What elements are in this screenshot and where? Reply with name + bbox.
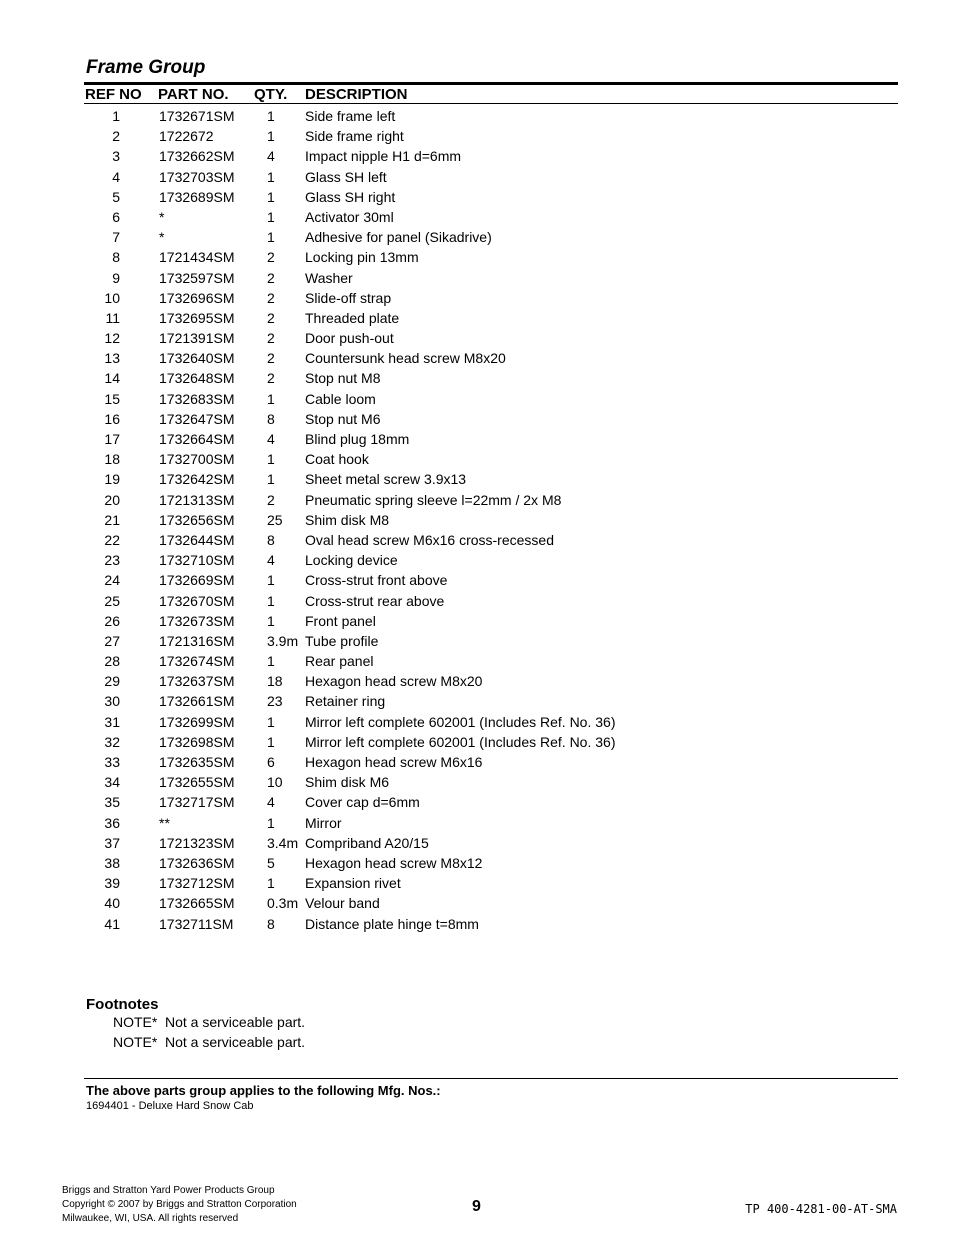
table-row — [0, 490, 954, 510]
table-row — [0, 389, 954, 409]
ref-cell: 19 — [104, 471, 120, 488]
ref-cell: 38 — [104, 854, 120, 871]
description-cell: Compriband A20/15 — [305, 834, 429, 851]
table-row — [0, 409, 954, 429]
ref-cell: 9 — [112, 269, 120, 286]
table-header — [84, 86, 898, 103]
description-cell: Slide-off strap — [305, 289, 392, 306]
qty-cell: 1 — [267, 733, 275, 750]
part-number-cell: 1732637SM — [159, 673, 235, 690]
qty-cell: 3.9m — [267, 632, 299, 649]
part-number-cell: 1732710SM — [159, 552, 235, 569]
ref-cell: 29 — [104, 673, 120, 690]
table-row — [0, 873, 954, 893]
ref-cell: 25 — [104, 592, 120, 609]
qty-cell: 2 — [267, 309, 275, 326]
title-rule — [84, 82, 898, 85]
qty-cell: 6 — [267, 754, 275, 770]
qty-cell: 2 — [267, 330, 275, 347]
part-number-cell: ** — [159, 814, 170, 831]
part-number-cell: 1732695SM — [159, 309, 235, 326]
ref-cell: 18 — [104, 451, 120, 468]
footnotes-title: Footnotes — [86, 996, 159, 1013]
part-number-cell: 1732655SM — [159, 774, 235, 791]
page-number: 9 — [472, 1198, 481, 1215]
table-row — [0, 570, 954, 590]
ref-cell: 27 — [104, 632, 120, 649]
ref-cell: 37 — [104, 834, 120, 851]
part-number-cell: 1732644SM — [159, 531, 235, 548]
ref-cell: 7 — [112, 229, 120, 246]
ref-cell: 1 — [112, 108, 120, 124]
part-number-cell: 1732700SM — [159, 451, 235, 468]
ref-cell: 32 — [104, 733, 120, 750]
qty-cell: 1 — [267, 128, 275, 145]
description-cell: Cover cap d=6mm — [305, 794, 420, 811]
part-number-cell: 1732698SM — [159, 733, 235, 750]
ref-cell: 16 — [104, 410, 120, 427]
description-cell: Activator 30ml — [305, 208, 394, 225]
ref-cell: 12 — [104, 330, 120, 347]
ref-cell: 36 — [104, 814, 120, 831]
qty-cell: 18 — [267, 673, 283, 690]
part-number-cell: 1732664SM — [159, 431, 235, 447]
description-cell: Distance plate hinge t=8mm — [305, 915, 479, 932]
footnote-text: Not a serviceable part. — [165, 1034, 306, 1050]
qty-cell: 1 — [267, 612, 275, 629]
table-row — [0, 591, 954, 611]
part-number-cell: * — [159, 229, 165, 246]
qty-cell: 2 — [267, 370, 275, 387]
description-cell: Hexagon head screw M6x16 — [305, 754, 483, 770]
qty-cell: 2 — [267, 269, 275, 286]
part-number-cell: 1732671SM — [159, 108, 235, 124]
ref-cell: 14 — [104, 370, 120, 387]
qty-cell: 1 — [267, 592, 275, 609]
part-number-cell: 1732669SM — [159, 572, 235, 589]
qty-cell: 4 — [267, 794, 275, 811]
qty-cell: 23 — [267, 693, 283, 710]
qty-cell: 2 — [267, 350, 275, 367]
qty-cell: 1 — [267, 572, 275, 589]
table-row — [0, 611, 954, 631]
part-number-cell: 1732711SM — [159, 915, 234, 932]
description-cell: Expansion rivet — [305, 875, 401, 892]
description-cell: Retainer ring — [305, 693, 386, 710]
description-cell: Mirror left complete 602001 (Includes Ref. No. 36) — [305, 713, 616, 730]
col-ref-header: REF NO — [85, 86, 142, 103]
table-row — [0, 792, 954, 812]
part-number-cell: * — [159, 208, 165, 225]
table-row — [0, 368, 954, 388]
part-number-cell: 1732597SM — [159, 269, 235, 286]
table-row — [0, 833, 954, 853]
ref-cell: 31 — [104, 713, 120, 730]
table-row — [0, 853, 954, 873]
part-number-cell: 1732699SM — [159, 713, 235, 730]
part-number-cell: 1732661SM — [159, 693, 235, 710]
qty-cell: 3.4m — [267, 834, 299, 851]
table-row — [0, 268, 954, 288]
table-row — [0, 732, 954, 752]
part-number-cell: 1732673SM — [159, 612, 235, 629]
footer-company: Briggs and Stratton Yard Power Products Group — [62, 1185, 275, 1196]
description-cell: Side frame right — [305, 128, 404, 145]
qty-cell: 8 — [267, 410, 275, 427]
table-row — [0, 469, 954, 489]
description-cell: Front panel — [305, 612, 376, 629]
description-cell: Hexagon head screw M8x12 — [305, 854, 483, 871]
ref-cell: 15 — [104, 390, 120, 407]
ref-cell: 3 — [112, 148, 120, 165]
description-cell: Washer — [305, 269, 353, 286]
description-cell: Sheet metal screw 3.9x13 — [305, 471, 467, 488]
ref-cell: 40 — [104, 895, 120, 912]
footnote-text: Not a serviceable part. — [165, 1014, 306, 1030]
table-row — [0, 126, 954, 146]
table-row — [0, 106, 954, 126]
table-row — [0, 288, 954, 308]
ref-cell: 34 — [104, 774, 120, 791]
description-cell: Coat hook — [305, 451, 369, 468]
part-number-cell: 1722672 — [159, 128, 214, 145]
ref-cell: 21 — [104, 511, 120, 528]
part-number-cell: 1732696SM — [159, 289, 235, 306]
qty-cell: 1 — [267, 390, 275, 407]
description-cell: Locking pin 13mm — [305, 249, 419, 266]
table-row — [0, 631, 954, 651]
ref-cell: 5 — [112, 188, 120, 205]
qty-cell: 4 — [267, 148, 275, 165]
ref-cell: 23 — [104, 552, 120, 569]
qty-cell: 1 — [267, 108, 275, 124]
table-row — [0, 550, 954, 570]
part-number-cell: 1732662SM — [159, 148, 235, 165]
table-row — [0, 712, 954, 732]
qty-cell: 4 — [267, 431, 275, 447]
qty-cell: 1 — [267, 168, 275, 185]
table-row — [0, 207, 954, 227]
qty-cell: 10 — [267, 774, 283, 791]
qty-cell: 1 — [267, 814, 275, 831]
table-row — [0, 328, 954, 348]
part-number-cell: 1732670SM — [159, 592, 235, 609]
footnote-line — [113, 1014, 305, 1030]
part-number-cell: 1732717SM — [159, 794, 235, 811]
part-number-cell: 1732712SM — [159, 875, 235, 892]
ref-cell: 6 — [112, 208, 120, 225]
description-cell: Oval head screw M6x16 cross-recessed — [305, 531, 554, 548]
description-cell: Glass SH right — [305, 188, 396, 205]
qty-cell: 2 — [267, 289, 275, 306]
qty-cell: 1 — [267, 713, 275, 730]
qty-cell: 1 — [267, 208, 275, 225]
description-cell: Cable loom — [305, 390, 376, 407]
description-cell: Door push-out — [305, 330, 394, 347]
ref-cell: 30 — [104, 693, 120, 710]
part-number-cell: 1721316SM — [159, 632, 235, 649]
part-number-cell: 1732689SM — [159, 188, 235, 205]
col-part-header: PART NO. — [158, 86, 229, 103]
description-cell: Shim disk M8 — [305, 511, 390, 528]
ref-cell: 8 — [112, 249, 120, 266]
table-row — [0, 348, 954, 368]
table-row — [0, 530, 954, 550]
applies-rule — [84, 1078, 898, 1079]
table-row — [0, 187, 954, 207]
footnote-line — [113, 1034, 305, 1050]
description-cell: Locking device — [305, 552, 398, 569]
qty-cell: 1 — [267, 471, 275, 488]
table-row — [0, 308, 954, 328]
table-row — [0, 449, 954, 469]
ref-cell: 35 — [104, 794, 120, 811]
description-cell: Blind plug 18mm — [305, 431, 410, 447]
part-number-cell: 1732636SM — [159, 854, 235, 871]
document-number: TP 400-4281-00-AT-SMA — [745, 1202, 897, 1216]
table-row — [0, 651, 954, 671]
description-cell: Velour band — [305, 895, 380, 912]
description-cell: Mirror — [305, 814, 342, 831]
part-number-cell: 1721323SM — [159, 834, 235, 851]
description-cell: Cross-strut front above — [305, 572, 448, 589]
qty-cell: 1 — [267, 875, 275, 892]
ref-cell: 22 — [104, 531, 120, 548]
part-number-cell: 1732635SM — [159, 754, 235, 770]
ref-cell: 4 — [112, 168, 120, 185]
table-row — [0, 671, 954, 691]
page-title: Frame Group — [86, 57, 206, 78]
ref-cell: 28 — [104, 653, 120, 670]
description-cell: Pneumatic spring sleeve l=22mm / 2x M8 — [305, 491, 562, 508]
parts-table — [0, 106, 954, 934]
qty-cell: 2 — [267, 491, 275, 508]
description-cell: Stop nut M6 — [305, 410, 381, 427]
qty-cell: 1 — [267, 653, 275, 670]
part-number-cell: 1732656SM — [159, 511, 235, 528]
part-number-cell: 1732648SM — [159, 370, 235, 387]
mfg-number: 1694401 - Deluxe Hard Snow Cab — [86, 1100, 254, 1112]
table-row — [0, 429, 954, 449]
table-row — [0, 167, 954, 187]
part-number-cell: 1732642SM — [159, 471, 235, 488]
qty-cell: 0.3m — [267, 895, 299, 912]
description-cell: Mirror left complete 602001 (Includes Ref. No. 36) — [305, 733, 616, 750]
qty-cell: 8 — [267, 531, 275, 548]
table-row — [0, 691, 954, 711]
applies-heading: The above parts group applies to the following Mfg. Nos.: — [86, 1083, 441, 1098]
footnote-marker: NOTE* — [113, 1014, 158, 1030]
table-row — [0, 752, 954, 772]
part-number-cell: 1732640SM — [159, 350, 235, 367]
table-row — [0, 227, 954, 247]
ref-cell: 13 — [104, 350, 120, 367]
table-row — [0, 893, 954, 913]
description-cell: Cross-strut rear above — [305, 592, 445, 609]
footnote-marker: NOTE* — [113, 1034, 158, 1050]
ref-cell: 24 — [104, 572, 120, 589]
ref-cell: 20 — [104, 491, 120, 508]
ref-cell: 2 — [112, 128, 120, 145]
description-cell: Glass SH left — [305, 168, 387, 185]
ref-cell: 33 — [104, 754, 120, 770]
part-number-cell: 1732683SM — [159, 390, 235, 407]
table-row — [0, 813, 954, 833]
ref-cell: 11 — [105, 309, 120, 326]
qty-cell: 5 — [267, 854, 275, 871]
description-cell: Countersunk head screw M8x20 — [305, 350, 506, 367]
table-row — [0, 510, 954, 530]
description-cell: Hexagon head screw M8x20 — [305, 673, 483, 690]
qty-cell: 1 — [267, 188, 275, 205]
col-desc-header: DESCRIPTION — [305, 86, 408, 103]
table-row — [0, 772, 954, 792]
ref-cell: 41 — [104, 915, 120, 932]
table-row — [0, 146, 954, 166]
description-cell: Adhesive for panel (Sikadrive) — [305, 229, 492, 246]
part-number-cell: 1732674SM — [159, 653, 235, 670]
part-number-cell: 1721391SM — [159, 330, 235, 347]
qty-cell: 25 — [267, 511, 283, 528]
col-qty-header: QTY. — [254, 86, 288, 103]
description-cell: Impact nipple H1 d=6mm — [305, 148, 462, 165]
part-number-cell: 1721313SM — [159, 491, 235, 508]
ref-cell: 10 — [104, 289, 120, 306]
header-rule — [84, 103, 898, 104]
description-cell: Rear panel — [305, 653, 374, 670]
description-cell: Side frame left — [305, 108, 396, 124]
footer-location: Milwaukee, WI, USA. All rights reserved — [62, 1213, 239, 1224]
description-cell: Threaded plate — [305, 309, 400, 326]
description-cell: Shim disk M6 — [305, 774, 390, 791]
part-number-cell: 1732647SM — [159, 410, 235, 427]
qty-cell: 2 — [267, 249, 275, 266]
ref-cell: 26 — [104, 612, 120, 629]
part-number-cell: 1721434SM — [159, 249, 235, 266]
description-cell: Tube profile — [305, 632, 379, 649]
footer-copyright: Copyright © 2007 by Briggs and Stratton Corporation — [62, 1199, 297, 1210]
qty-cell: 1 — [267, 229, 275, 246]
table-row — [0, 247, 954, 267]
part-number-cell: 1732665SM — [159, 895, 235, 912]
part-number-cell: 1732703SM — [159, 168, 235, 185]
description-cell: Stop nut M8 — [305, 370, 381, 387]
ref-cell: 17 — [104, 431, 120, 447]
ref-cell: 39 — [104, 875, 120, 892]
qty-cell: 4 — [267, 552, 275, 569]
qty-cell: 1 — [267, 451, 275, 468]
qty-cell: 8 — [267, 915, 275, 932]
table-row — [0, 914, 954, 934]
